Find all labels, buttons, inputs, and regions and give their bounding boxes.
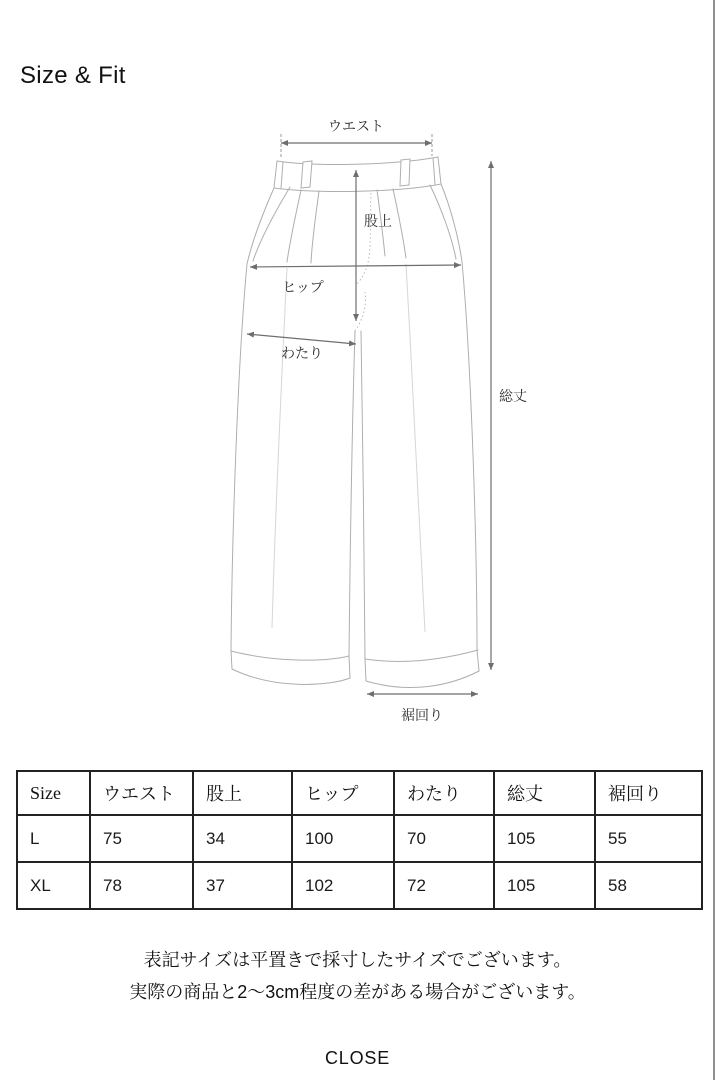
cell-hem: 58 [595, 862, 702, 909]
total-length-label: 総丈 [499, 390, 527, 405]
pants-outline [231, 157, 479, 688]
close-button[interactable]: CLOSE [319, 1046, 396, 1071]
cell-size: XL [17, 862, 90, 909]
col-header-waist: ウエスト [90, 771, 193, 815]
cell-rise: 37 [193, 862, 292, 909]
col-header-thigh: わたり [394, 771, 494, 815]
cell-size: L [17, 815, 90, 862]
cell-hip: 100 [292, 815, 394, 862]
hem-label: 裾回り [401, 709, 443, 724]
size-table-header-row [17, 771, 702, 815]
cell-thigh: 72 [394, 862, 494, 909]
col-header-total-length: 総丈 [494, 771, 595, 815]
page-title: Size & Fit [20, 62, 126, 89]
col-header-hem: 裾回り [595, 771, 702, 815]
pants-fly-stitch [355, 193, 371, 331]
cell-rise: 34 [193, 815, 292, 862]
size-table [16, 770, 703, 910]
pants-crease-lines [272, 264, 425, 632]
waist-extension-lines [281, 134, 432, 158]
cell-total-length: 105 [494, 862, 595, 909]
note-line-2: 実際の商品と2〜3cm程度の差がある場合がございます。 [129, 982, 586, 1002]
table-row-size-xl [17, 862, 702, 909]
hip-label: ヒップ [282, 281, 324, 296]
cell-hip: 102 [292, 862, 394, 909]
cell-waist: 78 [90, 862, 193, 909]
note-line-1: 表記サイズは平置きで採寸したサイズでございます。 [143, 950, 572, 970]
rise-label: 股上 [364, 215, 392, 230]
col-header-size: Size [17, 771, 90, 815]
cell-total-length: 105 [494, 815, 595, 862]
cell-hem: 55 [595, 815, 702, 862]
col-header-hip: ヒップ [292, 771, 394, 815]
measurement-notes [0, 944, 715, 1008]
col-header-rise: 股上 [193, 771, 292, 815]
cell-waist: 75 [90, 815, 193, 862]
waist-label: ウエスト [328, 120, 384, 135]
table-row-size-l [17, 815, 702, 862]
thigh-label: わたり [281, 347, 323, 362]
cell-thigh: 70 [394, 815, 494, 862]
